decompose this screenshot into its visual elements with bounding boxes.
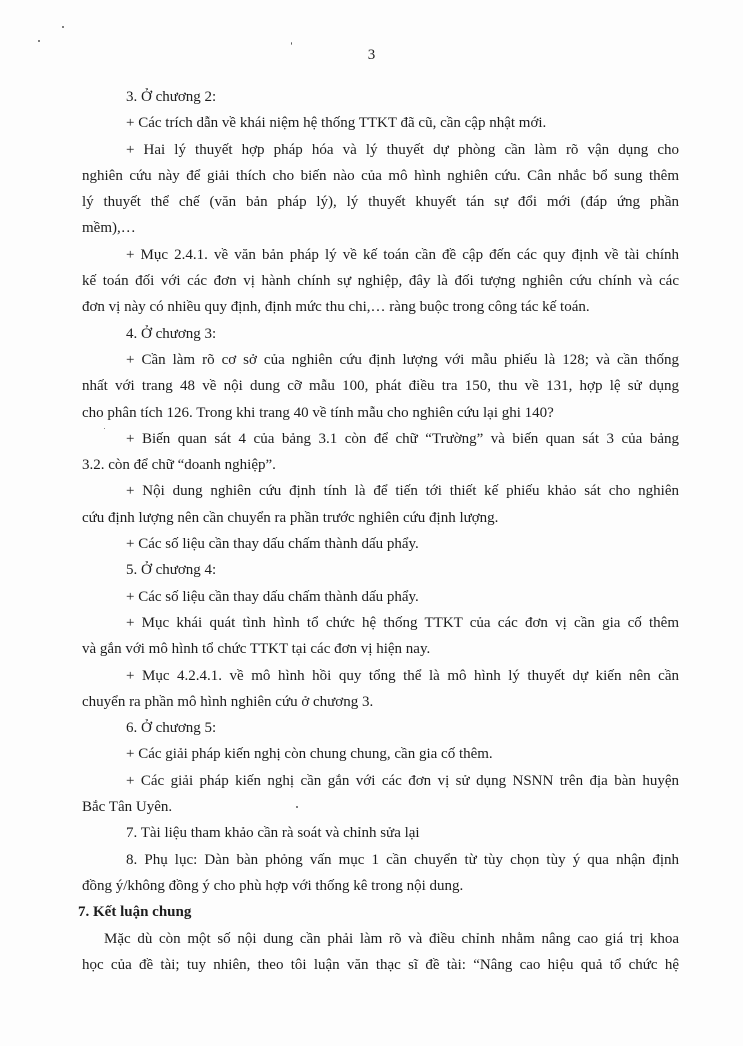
text-line: Bắc Tân Uyên. — [82, 799, 173, 816]
text-line: 5. Ở chương 4: — [126, 562, 217, 579]
text-line: 8. Phụ lục: Dàn bàn phỏng vấn mục 1 cần chuyển từ tùy chọn tùy ý qua nhận định — [126, 851, 679, 868]
text-line: 7. Tài liệu tham khảo cần rà soát và chỉnh sửa lại — [126, 825, 420, 842]
text-line: + Các giải pháp kiến nghị còn chung chung, cần gia cố thêm. — [126, 746, 493, 763]
text-line: + Biến quan sát 4 của bảng 3.1 còn để chữ “Trường” và biến quan sát 3 của bảng — [126, 430, 679, 447]
bullet-paragraph — [82, 426, 679, 479]
bullet-paragraph — [82, 584, 679, 610]
text-line: + Mục khái quát tình hình tổ chức hệ thống TTKT của các đơn vị cần gia cố thêm — [126, 614, 679, 631]
text-line: nghiên cứu này để giải thích cho biến nào của mô hình nghiên cứu. Cân nhắc bổ sung thêm — [82, 167, 679, 184]
text-line: + Các trích dẫn về khái niệm hệ thống TTKT đã cũ, cần cập nhật mới. — [126, 115, 547, 132]
text-line: + Mục 2.4.1. về văn bản pháp lý về kế toán cần đề cập đến các quy định về tài chính — [126, 246, 679, 263]
section-item-references — [82, 820, 679, 846]
text-line: chuyển ra phần mô hình nghiên cứu ở chương 3. — [82, 693, 374, 710]
text-line: + Các số liệu cần thay dấu chấm thành dấu phẩy. — [126, 536, 419, 553]
bullet-paragraph — [82, 242, 679, 321]
text-line: nhất với trang 48 về nội dung cỡ mẫu 100, phát điều tra 150, thu về 131, hợp lệ sử dụng — [82, 378, 679, 395]
text-line: mềm),… — [82, 220, 136, 237]
text-line: và gắn với mô hình tổ chức TTKT tại các đơn vị hiện nay. — [82, 641, 431, 658]
text-line: cho phân tích 126. Trong khi trang 40 về tính mẫu cho nghiên cứu lại ghi 140? — [82, 404, 554, 421]
text-line: + Hai lý thuyết hợp pháp hóa và lý thuyết dự phòng cần làm rõ vận dụng cho — [126, 141, 679, 158]
bullet-paragraph — [82, 347, 679, 426]
bullet-paragraph — [82, 531, 679, 557]
bullet-paragraph — [82, 137, 679, 242]
text-line: 6. Ở chương 5: — [126, 720, 217, 737]
text-line: học của đề tài; tuy nhiên, theo tôi luận văn thạc sĩ đề tài: “Nâng cao hiệu quả tổ chức hệ — [82, 956, 679, 973]
page-body — [78, 84, 679, 978]
text-line: + Nội dung nghiên cứu định tính là để tiến tới thiết kế phiếu khảo sát cho nghiên — [126, 483, 679, 500]
section-item-appendix — [82, 847, 679, 900]
bullet-paragraph — [82, 741, 679, 767]
scan-speck — [38, 40, 40, 42]
section-item-chapter-3 — [82, 321, 679, 347]
text-line: Mặc dù còn một số nội dung cần phải làm rõ và điều chỉnh nhằm nâng cao giá trị khoa — [104, 930, 679, 947]
bullet-paragraph — [82, 768, 679, 821]
bullet-paragraph — [82, 610, 679, 663]
text-line: + Cần làm rõ cơ sở của nghiên cứu định lượng với mẫu phiếu là 128; và cần thống — [126, 351, 679, 368]
section-heading — [78, 899, 679, 925]
text-line: + Các số liệu cần thay dấu chấm thành dấu phẩy. — [126, 588, 419, 605]
text-line: + Mục 4.2.4.1. về mô hình hồi quy tổng thể là mô hình lý thuyết dự kiến nên cần — [126, 667, 679, 684]
conclusion-paragraph — [82, 926, 679, 979]
text-line: cứu định lượng nên cần chuyển ra phần trước nghiên cứu định lượng. — [82, 509, 499, 526]
section-item-chapter-2 — [82, 84, 679, 110]
text-line: đơn vị này có nhiều quy định, định mức thu chi,… ràng buộc trong công tác kế toán. — [82, 299, 590, 316]
bullet-paragraph — [82, 663, 679, 716]
bullet-paragraph — [82, 110, 679, 136]
page-number: 3 — [367, 47, 376, 63]
text-line: + Các giải pháp kiến nghị cần gắn với các đơn vị sử dụng NSNN trên địa bàn huyện — [126, 772, 679, 789]
bullet-paragraph — [82, 478, 679, 531]
text-line: lý thuyết thể chế (văn bản pháp lý), lý thuyết khuyết tán sự đổi mới (đáp ứng phần — [82, 194, 679, 211]
conclusion-heading: 7. Kết luận chung — [78, 904, 192, 921]
text-line: 4. Ở chương 3: — [126, 325, 217, 342]
text-line: kế toán đối với các đơn vị hành chính sự nghiệp, đây là đối tượng nghiên cứu chính và các — [82, 273, 679, 290]
scan-speck — [62, 26, 64, 28]
section-item-chapter-5 — [82, 715, 679, 741]
text-line: 3.2. còn để chữ “doanh nghiệp”. — [82, 457, 276, 474]
text-line: 3. Ở chương 2: — [126, 89, 217, 105]
text-line: đồng ý/không đồng ý cho phù hợp với thống kê trong nội dung. — [82, 877, 464, 894]
section-item-chapter-4 — [82, 557, 679, 583]
scan-speck — [291, 42, 292, 45]
